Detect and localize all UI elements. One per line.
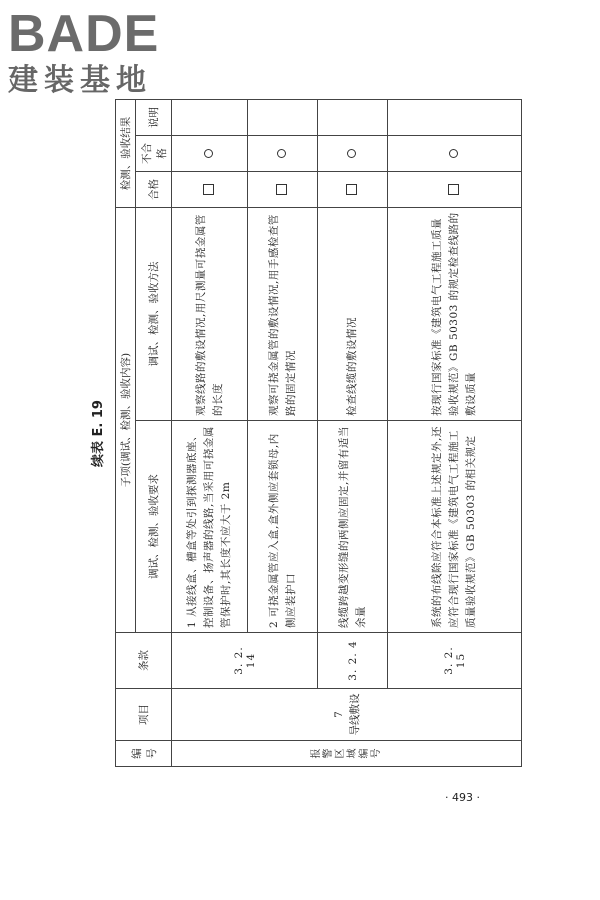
- method-cell: 观察可挠金属管的敷设情况,用手感检查管路的固定情况: [248, 207, 318, 420]
- note-cell: [248, 99, 318, 135]
- alarm-zone-number: 报警区域编号: [172, 741, 522, 767]
- rotated-table-page: [87, 100, 519, 767]
- table-row: [318, 99, 388, 766]
- header-pass: 合格: [136, 171, 172, 207]
- checkbox-icon: [203, 184, 214, 195]
- fail-mark: [248, 135, 318, 171]
- header-subitem-group: 子项(调试、检测、验收内容): [116, 207, 136, 632]
- clause-cell: 3. 2. 4: [318, 633, 388, 689]
- pass-checkbox[interactable]: [388, 171, 522, 207]
- logo-subtitle: 建装基地: [8, 63, 152, 98]
- clause-cell: 3. 2. 15: [388, 633, 522, 689]
- brand-logo: [8, 6, 159, 98]
- acceptance-table: [115, 99, 522, 767]
- pass-checkbox[interactable]: [318, 171, 388, 207]
- method-cell: 观察线路的敷设情况,用尺测量可挠金属管的长度: [172, 207, 248, 420]
- table-row: [172, 99, 248, 766]
- note-cell: [172, 99, 248, 135]
- fail-mark: [388, 135, 522, 171]
- note-cell: [318, 99, 388, 135]
- header-note: 说明: [136, 99, 172, 135]
- clause-cell: 3. 2. 14: [172, 633, 318, 689]
- header-item: 项目: [116, 689, 172, 741]
- checkbox-icon: [346, 184, 357, 195]
- pass-checkbox[interactable]: [172, 171, 248, 207]
- requirement-cell: 1 从接线盒、槽盒等处引到探测器底座、控制设备、扬声器的线路,当采用可挠金属管保护时,其长度不应大于 2m: [172, 421, 248, 633]
- note-cell: [388, 99, 522, 135]
- open-circle-icon: [277, 149, 286, 158]
- header-clause: 条款: [116, 633, 172, 689]
- requirement-cell: 线缆跨越变形缝的两侧应固定,并留有适当余量: [318, 421, 388, 633]
- open-circle-icon: [449, 149, 458, 158]
- logo-wordmark: BADE: [8, 5, 160, 63]
- pass-checkbox[interactable]: [248, 171, 318, 207]
- checkbox-icon: [276, 184, 287, 195]
- header-requirement: 调试、检测、验收要求: [136, 421, 172, 633]
- open-circle-icon: [204, 149, 213, 158]
- checkbox-icon: [448, 184, 459, 195]
- header-number: 编号: [116, 741, 172, 767]
- fail-mark: [172, 135, 248, 171]
- header-result-group: 检测、验收结果: [116, 99, 136, 207]
- requirement-cell: 系统的布线除应符合本标准上述规定外,还应符合现行国家标准《建筑电气工程施工质量验收规范》GB 50303 的相关规定: [388, 421, 522, 633]
- method-cell: 检查线缆的敷设情况: [318, 207, 388, 420]
- table-caption: 续表 E. 19: [91, 400, 106, 467]
- table-row: [388, 99, 522, 766]
- method-cell: 按现行国家标准《建筑电气工程施工质量验收规范》GB 50303 的规定检查线路的敷设质量: [388, 207, 522, 420]
- header-fail: 不合格: [136, 135, 172, 171]
- page-number: · 493 ·: [445, 791, 480, 804]
- requirement-cell: 2 可挠金属管应入盒,盒外侧应套锁母,内侧应装护口: [248, 421, 318, 633]
- header-method: 调试、检测、验收方法: [136, 207, 172, 420]
- open-circle-icon: [347, 149, 356, 158]
- fail-mark: [318, 135, 388, 171]
- item-wire-laying: 7 导线敷设: [172, 689, 522, 741]
